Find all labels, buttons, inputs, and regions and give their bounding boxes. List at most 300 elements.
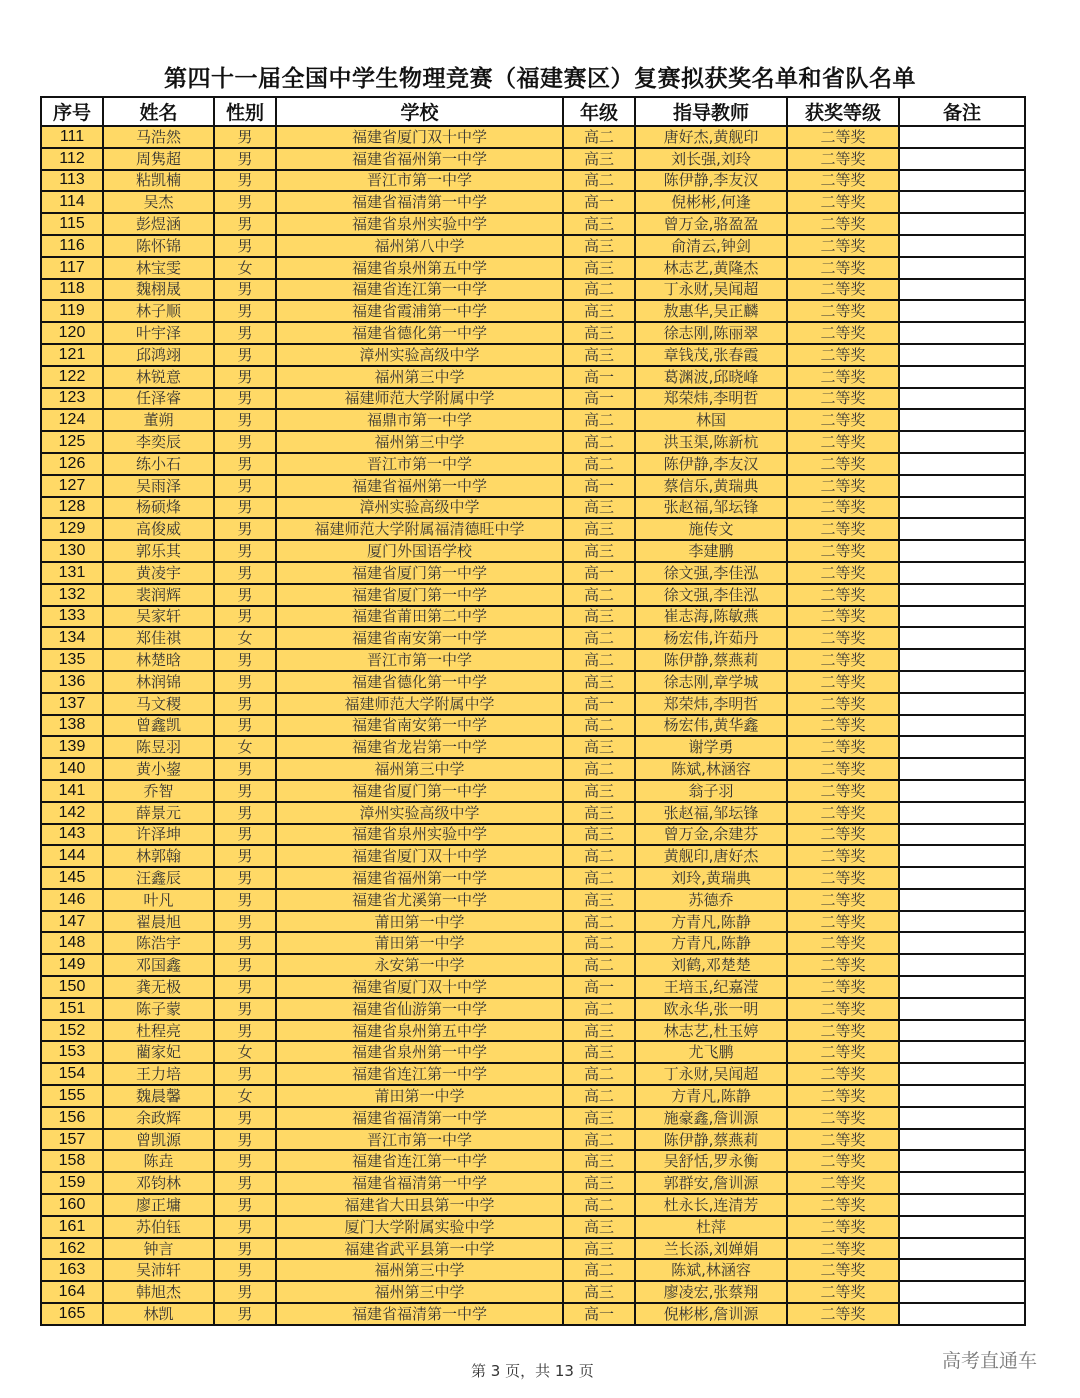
- cell-name: 陈垚: [103, 1150, 214, 1172]
- cell-name: 许泽坤: [103, 824, 214, 846]
- table-row: [41, 1194, 1025, 1216]
- cell-gender: 男: [214, 1281, 276, 1303]
- cell-name: 林郭翰: [103, 845, 214, 867]
- table-row: [41, 1085, 1025, 1107]
- cell-no: 143: [41, 824, 103, 846]
- cell-note: [899, 606, 1025, 628]
- cell-name: 陈昱羽: [103, 736, 214, 758]
- cell-gender: 男: [214, 889, 276, 911]
- cell-grade: 高三: [563, 889, 635, 911]
- cell-school: 福建师范大学附属中学: [276, 693, 563, 715]
- table-row: [41, 322, 1025, 344]
- table-row: [41, 1020, 1025, 1042]
- cell-grade: 高二: [563, 431, 635, 453]
- cell-gender: 男: [214, 540, 276, 562]
- cell-award: 二等奖: [787, 584, 899, 606]
- cell-school: 福建省厦门双十中学: [276, 845, 563, 867]
- cell-name: 汪鑫辰: [103, 867, 214, 889]
- cell-name: 龚无极: [103, 976, 214, 998]
- cell-no: 131: [41, 562, 103, 584]
- cell-grade: 高三: [563, 671, 635, 693]
- table-row: [41, 431, 1025, 453]
- cell-no: 160: [41, 1194, 103, 1216]
- cell-award: 二等奖: [787, 126, 899, 148]
- cell-teacher: 刘鹤,邓楚楚: [635, 954, 787, 976]
- table-row: [41, 279, 1025, 301]
- cell-no: 134: [41, 627, 103, 649]
- cell-school: 福建省霞浦第一中学: [276, 300, 563, 322]
- cell-award: 二等奖: [787, 736, 899, 758]
- cell-school: 福建省福州第一中学: [276, 867, 563, 889]
- cell-school: 福建省泉州第一中学: [276, 1041, 563, 1063]
- cell-note: [899, 126, 1025, 148]
- header-teacher: 指导教师: [635, 97, 787, 126]
- cell-teacher: 唐好杰,黄舰印: [635, 126, 787, 148]
- cell-no: 144: [41, 845, 103, 867]
- cell-no: 151: [41, 998, 103, 1020]
- cell-award: 二等奖: [787, 1107, 899, 1129]
- cell-no: 154: [41, 1063, 103, 1085]
- cell-school: 福建省泉州实验中学: [276, 824, 563, 846]
- cell-grade: 高三: [563, 148, 635, 170]
- cell-grade: 高二: [563, 279, 635, 301]
- cell-teacher: 蔡信乐,黄瑞典: [635, 475, 787, 497]
- cell-name: 林润锦: [103, 671, 214, 693]
- cell-no: 123: [41, 388, 103, 410]
- cell-no: 150: [41, 976, 103, 998]
- cell-name: 练小石: [103, 453, 214, 475]
- cell-grade: 高二: [563, 1194, 635, 1216]
- cell-award: 二等奖: [787, 780, 899, 802]
- table-row: [41, 867, 1025, 889]
- table-row: [41, 540, 1025, 562]
- cell-teacher: 敖惠华,吴正麟: [635, 300, 787, 322]
- table-row: [41, 889, 1025, 911]
- header-row: [41, 97, 1025, 126]
- cell-award: 二等奖: [787, 606, 899, 628]
- cell-note: [899, 998, 1025, 1020]
- cell-name: 黄凌宇: [103, 562, 214, 584]
- cell-no: 126: [41, 453, 103, 475]
- cell-school: 福建省福州第一中学: [276, 475, 563, 497]
- cell-award: 二等奖: [787, 431, 899, 453]
- cell-teacher: 尤飞鹏: [635, 1041, 787, 1063]
- cell-teacher: 张赵福,邹坛锋: [635, 802, 787, 824]
- cell-teacher: 郭群安,詹训源: [635, 1172, 787, 1194]
- cell-name: 陈浩宇: [103, 932, 214, 954]
- cell-grade: 高二: [563, 170, 635, 192]
- cell-teacher: 倪彬彬,詹训源: [635, 1303, 787, 1325]
- cell-school: 莆田第一中学: [276, 1085, 563, 1107]
- table-row: [41, 213, 1025, 235]
- cell-gender: 男: [214, 1129, 276, 1151]
- table-row: [41, 518, 1025, 540]
- cell-no: 161: [41, 1216, 103, 1238]
- cell-note: [899, 540, 1025, 562]
- cell-no: 158: [41, 1150, 103, 1172]
- cell-school: 晋江市第一中学: [276, 453, 563, 475]
- cell-award: 二等奖: [787, 1172, 899, 1194]
- cell-grade: 高二: [563, 911, 635, 933]
- cell-note: [899, 802, 1025, 824]
- cell-no: 125: [41, 431, 103, 453]
- cell-note: [899, 431, 1025, 453]
- header-grade: 年级: [563, 97, 635, 126]
- cell-teacher: 葛渊波,邱晓峰: [635, 366, 787, 388]
- cell-note: [899, 344, 1025, 366]
- cell-no: 111: [41, 126, 103, 148]
- table-row: [41, 1041, 1025, 1063]
- cell-teacher: 徐文强,李佳泓: [635, 584, 787, 606]
- cell-award: 二等奖: [787, 627, 899, 649]
- cell-award: 二等奖: [787, 715, 899, 737]
- cell-note: [899, 1238, 1025, 1260]
- cell-grade: 高二: [563, 998, 635, 1020]
- table-row: [41, 802, 1025, 824]
- cell-name: 黄小鋆: [103, 758, 214, 780]
- cell-teacher: 陈斌,林涵容: [635, 758, 787, 780]
- cell-grade: 高二: [563, 1085, 635, 1107]
- cell-name: 马浩然: [103, 126, 214, 148]
- cell-award: 二等奖: [787, 867, 899, 889]
- cell-award: 二等奖: [787, 1303, 899, 1325]
- cell-gender: 男: [214, 1063, 276, 1085]
- cell-name: 魏晨馨: [103, 1085, 214, 1107]
- table-row: [41, 998, 1025, 1020]
- cell-award: 二等奖: [787, 366, 899, 388]
- cell-award: 二等奖: [787, 802, 899, 824]
- cell-note: [899, 671, 1025, 693]
- cell-grade: 高一: [563, 191, 635, 213]
- cell-gender: 男: [214, 562, 276, 584]
- table-row: [41, 344, 1025, 366]
- cell-gender: 男: [214, 845, 276, 867]
- cell-name: 乔智: [103, 780, 214, 802]
- cell-no: 127: [41, 475, 103, 497]
- cell-no: 137: [41, 693, 103, 715]
- cell-gender: 女: [214, 736, 276, 758]
- cell-school: 晋江市第一中学: [276, 170, 563, 192]
- cell-gender: 男: [214, 867, 276, 889]
- cell-grade: 高一: [563, 693, 635, 715]
- cell-no: 120: [41, 322, 103, 344]
- cell-grade: 高三: [563, 518, 635, 540]
- cell-name: 裴润辉: [103, 584, 214, 606]
- cell-award: 二等奖: [787, 235, 899, 257]
- cell-no: 142: [41, 802, 103, 824]
- cell-gender: 男: [214, 1172, 276, 1194]
- cell-award: 二等奖: [787, 889, 899, 911]
- cell-name: 邓国鑫: [103, 954, 214, 976]
- cell-note: [899, 170, 1025, 192]
- cell-note: [899, 584, 1025, 606]
- table-row: [41, 366, 1025, 388]
- cell-teacher: 倪彬彬,何逢: [635, 191, 787, 213]
- cell-no: 145: [41, 867, 103, 889]
- cell-award: 二等奖: [787, 1238, 899, 1260]
- cell-award: 二等奖: [787, 148, 899, 170]
- cell-teacher: 郑荣炜,李明哲: [635, 388, 787, 410]
- cell-gender: 男: [214, 300, 276, 322]
- cell-award: 二等奖: [787, 518, 899, 540]
- cell-teacher: 崔志海,陈敏燕: [635, 606, 787, 628]
- cell-note: [899, 300, 1025, 322]
- cell-note: [899, 453, 1025, 475]
- cell-gender: 男: [214, 584, 276, 606]
- cell-name: 杨硕烽: [103, 497, 214, 519]
- cell-name: 林锐意: [103, 366, 214, 388]
- cell-name: 吴家轩: [103, 606, 214, 628]
- cell-award: 二等奖: [787, 562, 899, 584]
- cell-award: 二等奖: [787, 453, 899, 475]
- cell-gender: 男: [214, 1216, 276, 1238]
- cell-teacher: 林国: [635, 409, 787, 431]
- cell-name: 马文稷: [103, 693, 214, 715]
- cell-no: 136: [41, 671, 103, 693]
- cell-award: 二等奖: [787, 824, 899, 846]
- cell-no: 159: [41, 1172, 103, 1194]
- cell-grade: 高三: [563, 1041, 635, 1063]
- table-row: [41, 758, 1025, 780]
- cell-note: [899, 889, 1025, 911]
- cell-school: 福建省仙游第一中学: [276, 998, 563, 1020]
- cell-grade: 高三: [563, 1281, 635, 1303]
- cell-no: 113: [41, 170, 103, 192]
- cell-gender: 男: [214, 235, 276, 257]
- header-award: 获奖等级: [787, 97, 899, 126]
- cell-note: [899, 1194, 1025, 1216]
- cell-note: [899, 1259, 1025, 1281]
- table-row: [41, 932, 1025, 954]
- cell-school: 福建省泉州第五中学: [276, 257, 563, 279]
- cell-grade: 高二: [563, 758, 635, 780]
- table-row: [41, 1063, 1025, 1085]
- table-row: [41, 257, 1025, 279]
- cell-grade: 高三: [563, 300, 635, 322]
- cell-note: [899, 191, 1025, 213]
- cell-grade: 高三: [563, 257, 635, 279]
- table-row: [41, 1129, 1025, 1151]
- cell-school: 福建省福清第一中学: [276, 1303, 563, 1325]
- cell-award: 二等奖: [787, 1194, 899, 1216]
- cell-note: [899, 1085, 1025, 1107]
- cell-name: 杜程亮: [103, 1020, 214, 1042]
- cell-gender: 男: [214, 366, 276, 388]
- table-row: [41, 693, 1025, 715]
- cell-name: 粘凯楠: [103, 170, 214, 192]
- cell-grade: 高三: [563, 497, 635, 519]
- cell-grade: 高三: [563, 736, 635, 758]
- cell-school: 福州第三中学: [276, 431, 563, 453]
- cell-gender: 男: [214, 998, 276, 1020]
- cell-school: 福州第三中学: [276, 1281, 563, 1303]
- cell-no: 165: [41, 1303, 103, 1325]
- cell-name: 翟晨旭: [103, 911, 214, 933]
- cell-gender: 男: [214, 715, 276, 737]
- cell-award: 二等奖: [787, 1085, 899, 1107]
- cell-award: 二等奖: [787, 1216, 899, 1238]
- cell-grade: 高一: [563, 475, 635, 497]
- cell-school: 福建省厦门第一中学: [276, 584, 563, 606]
- table-row: [41, 911, 1025, 933]
- cell-award: 二等奖: [787, 322, 899, 344]
- cell-teacher: 黄舰印,唐好杰: [635, 845, 787, 867]
- cell-teacher: 刘长强,刘玲: [635, 148, 787, 170]
- cell-award: 二等奖: [787, 671, 899, 693]
- cell-name: 彭煜涵: [103, 213, 214, 235]
- cell-teacher: 廖凌宏,张蔡翔: [635, 1281, 787, 1303]
- cell-no: 133: [41, 606, 103, 628]
- cell-gender: 男: [214, 758, 276, 780]
- cell-name: 苏伯钰: [103, 1216, 214, 1238]
- table-row: [41, 1281, 1025, 1303]
- cell-grade: 高二: [563, 867, 635, 889]
- header-note: 备注: [899, 97, 1025, 126]
- cell-teacher: 陈伊静,李友汉: [635, 453, 787, 475]
- cell-teacher: 李建鹏: [635, 540, 787, 562]
- cell-note: [899, 1303, 1025, 1325]
- cell-award: 二等奖: [787, 911, 899, 933]
- cell-school: 福建省尤溪第一中学: [276, 889, 563, 911]
- cell-award: 二等奖: [787, 279, 899, 301]
- cell-gender: 女: [214, 1041, 276, 1063]
- cell-grade: 高二: [563, 627, 635, 649]
- cell-teacher: 丁永财,吴闻超: [635, 279, 787, 301]
- table-row: [41, 845, 1025, 867]
- cell-note: [899, 715, 1025, 737]
- cell-name: 叶凡: [103, 889, 214, 911]
- cell-school: 福建省泉州第五中学: [276, 1020, 563, 1042]
- cell-note: [899, 736, 1025, 758]
- cell-school: 福建省连江第一中学: [276, 279, 563, 301]
- cell-school: 福建省南安第一中学: [276, 627, 563, 649]
- cell-grade: 高二: [563, 126, 635, 148]
- cell-gender: 男: [214, 649, 276, 671]
- cell-gender: 男: [214, 213, 276, 235]
- cell-gender: 男: [214, 279, 276, 301]
- cell-teacher: 林志艺,黄隆杰: [635, 257, 787, 279]
- cell-teacher: 曾万金,骆盈盈: [635, 213, 787, 235]
- cell-gender: 男: [214, 322, 276, 344]
- cell-teacher: 苏德乔: [635, 889, 787, 911]
- table-row: [41, 954, 1025, 976]
- cell-no: 139: [41, 736, 103, 758]
- table-row: [41, 627, 1025, 649]
- cell-school: 漳州实验高级中学: [276, 344, 563, 366]
- cell-name: 邓钧林: [103, 1172, 214, 1194]
- table-row: [41, 780, 1025, 802]
- cell-no: 114: [41, 191, 103, 213]
- cell-gender: 男: [214, 1303, 276, 1325]
- cell-note: [899, 388, 1025, 410]
- cell-school: 福州第三中学: [276, 1259, 563, 1281]
- cell-teacher: 翁子羽: [635, 780, 787, 802]
- cell-name: 董朔: [103, 409, 214, 431]
- cell-gender: 男: [214, 1107, 276, 1129]
- cell-grade: 高三: [563, 1020, 635, 1042]
- cell-grade: 高一: [563, 1303, 635, 1325]
- cell-award: 二等奖: [787, 1259, 899, 1281]
- cell-note: [899, 911, 1025, 933]
- cell-note: [899, 758, 1025, 780]
- cell-award: 二等奖: [787, 409, 899, 431]
- cell-teacher: 徐文强,李佳泓: [635, 562, 787, 584]
- cell-gender: 男: [214, 976, 276, 998]
- table-row: [41, 1303, 1025, 1325]
- cell-school: 福建省厦门第一中学: [276, 562, 563, 584]
- cell-note: [899, 1041, 1025, 1063]
- cell-teacher: 洪玉渠,陈新杭: [635, 431, 787, 453]
- cell-teacher: 曾万金,余建芬: [635, 824, 787, 846]
- cell-grade: 高三: [563, 802, 635, 824]
- cell-no: 156: [41, 1107, 103, 1129]
- cell-name: 曾凯源: [103, 1129, 214, 1151]
- cell-grade: 高三: [563, 540, 635, 562]
- cell-note: [899, 257, 1025, 279]
- cell-teacher: 方青凡,陈静: [635, 932, 787, 954]
- cell-school: 福建省福清第一中学: [276, 1107, 563, 1129]
- table-row: [41, 388, 1025, 410]
- cell-note: [899, 1150, 1025, 1172]
- cell-school: 莆田第一中学: [276, 932, 563, 954]
- cell-grade: 高三: [563, 1107, 635, 1129]
- cell-gender: 男: [214, 780, 276, 802]
- cell-gender: 男: [214, 170, 276, 192]
- cell-no: 129: [41, 518, 103, 540]
- cell-name: 韩旭杰: [103, 1281, 214, 1303]
- cell-school: 福建省福清第一中学: [276, 191, 563, 213]
- table-row: [41, 1172, 1025, 1194]
- cell-school: 厦门外国语学校: [276, 540, 563, 562]
- cell-note: [899, 213, 1025, 235]
- cell-school: 永安第一中学: [276, 954, 563, 976]
- cell-school: 福建省南安第一中学: [276, 715, 563, 737]
- table-row: [41, 409, 1025, 431]
- cell-award: 二等奖: [787, 1150, 899, 1172]
- table-row: [41, 1238, 1025, 1260]
- cell-note: [899, 562, 1025, 584]
- table-row: [41, 235, 1025, 257]
- cell-name: 藺家妃: [103, 1041, 214, 1063]
- table-row: [41, 475, 1025, 497]
- cell-note: [899, 780, 1025, 802]
- cell-name: 王力培: [103, 1063, 214, 1085]
- cell-teacher: 章钱茂,张春霞: [635, 344, 787, 366]
- cell-teacher: 方青凡,陈静: [635, 1085, 787, 1107]
- cell-teacher: 施豪鑫,詹训源: [635, 1107, 787, 1129]
- cell-gender: 女: [214, 627, 276, 649]
- cell-award: 二等奖: [787, 649, 899, 671]
- cell-teacher: 杜永长,连清芳: [635, 1194, 787, 1216]
- cell-name: 薛景元: [103, 802, 214, 824]
- cell-name: 林子顺: [103, 300, 214, 322]
- cell-teacher: 刘玲,黄瑞典: [635, 867, 787, 889]
- cell-school: 福建省福州第一中学: [276, 148, 563, 170]
- cell-gender: 男: [214, 954, 276, 976]
- cell-award: 二等奖: [787, 1041, 899, 1063]
- cell-name: 钟言: [103, 1238, 214, 1260]
- cell-award: 二等奖: [787, 300, 899, 322]
- header-gender: 性别: [214, 97, 276, 126]
- cell-gender: 男: [214, 606, 276, 628]
- table-row: [41, 584, 1025, 606]
- cell-school: 福建省大田县第一中学: [276, 1194, 563, 1216]
- table-row: [41, 453, 1025, 475]
- cell-gender: 男: [214, 497, 276, 519]
- cell-gender: 男: [214, 911, 276, 933]
- cell-name: 周隽超: [103, 148, 214, 170]
- cell-no: 155: [41, 1085, 103, 1107]
